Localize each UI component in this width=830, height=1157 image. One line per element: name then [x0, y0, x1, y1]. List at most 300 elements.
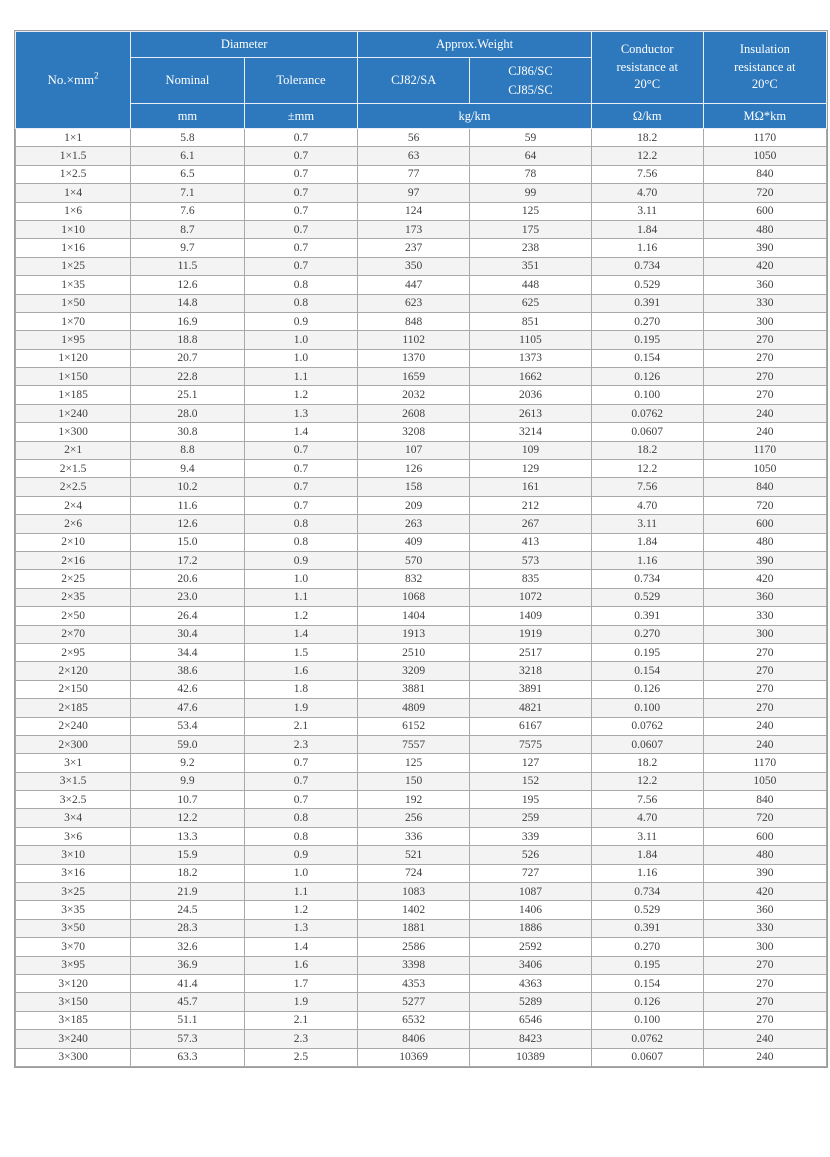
cell-insulation-resistance: 840 — [703, 791, 826, 809]
cell-tolerance: 0.8 — [244, 809, 358, 827]
cell-tolerance: 2.1 — [244, 717, 358, 735]
cell-size: 3×1.5 — [16, 772, 131, 790]
cell-insulation-resistance: 270 — [703, 993, 826, 1011]
cell-conductor-resistance: 1.84 — [591, 533, 703, 551]
cell-weight-cj82: 1083 — [358, 883, 470, 901]
cell-weight-cj82: 10369 — [358, 1048, 470, 1066]
cell-conductor-resistance: 0.154 — [591, 662, 703, 680]
cell-tolerance: 0.7 — [244, 460, 358, 478]
cell-nominal-diameter: 15.0 — [131, 533, 245, 551]
cell-conductor-resistance: 7.56 — [591, 478, 703, 496]
cell-insulation-resistance: 330 — [703, 919, 826, 937]
cell-weight-cj86: 526 — [470, 846, 592, 864]
table-row — [16, 515, 827, 533]
cell-insulation-resistance: 1170 — [703, 129, 826, 147]
cell-size: 2×120 — [16, 662, 131, 680]
cell-size: 3×35 — [16, 901, 131, 919]
cell-insulation-resistance: 600 — [703, 827, 826, 845]
cell-weight-cj82: 263 — [358, 515, 470, 533]
cell-weight-cj82: 1402 — [358, 901, 470, 919]
table-row — [16, 551, 827, 569]
cell-conductor-resistance: 0.0607 — [591, 735, 703, 753]
cell-weight-cj82: 6532 — [358, 1011, 470, 1029]
cell-tolerance: 0.8 — [244, 294, 358, 312]
cell-weight-cj86: 1662 — [470, 368, 592, 386]
cell-weight-cj82: 1102 — [358, 331, 470, 349]
table-row — [16, 312, 827, 330]
cell-nominal-diameter: 12.6 — [131, 276, 245, 294]
cell-tolerance: 1.1 — [244, 588, 358, 606]
cell-insulation-resistance: 300 — [703, 312, 826, 330]
header-units-row — [16, 104, 827, 129]
table-header — [16, 32, 827, 129]
table-row — [16, 846, 827, 864]
cell-weight-cj86: 4821 — [470, 699, 592, 717]
cell-conductor-resistance: 3.11 — [591, 202, 703, 220]
table-row — [16, 257, 827, 275]
table-row — [16, 220, 827, 238]
cell-size: 3×25 — [16, 883, 131, 901]
cell-size: 3×2.5 — [16, 791, 131, 809]
cell-size: 3×16 — [16, 864, 131, 882]
cell-size: 2×240 — [16, 717, 131, 735]
column-group-weight: Approx.Weight — [358, 32, 592, 58]
cell-tolerance: 1.7 — [244, 974, 358, 992]
cell-conductor-resistance: 1.16 — [591, 864, 703, 882]
cell-insulation-resistance: 240 — [703, 1030, 826, 1048]
cell-tolerance: 0.7 — [244, 754, 358, 772]
cell-insulation-resistance: 600 — [703, 202, 826, 220]
cell-insulation-resistance: 420 — [703, 257, 826, 275]
table-row — [16, 276, 827, 294]
cell-nominal-diameter: 15.9 — [131, 846, 245, 864]
cell-nominal-diameter: 26.4 — [131, 607, 245, 625]
cell-tolerance: 1.4 — [244, 938, 358, 956]
cell-conductor-resistance: 4.70 — [591, 184, 703, 202]
cell-weight-cj86: 1087 — [470, 883, 592, 901]
cell-tolerance: 1.2 — [244, 386, 358, 404]
cell-conductor-resistance: 0.100 — [591, 699, 703, 717]
cell-tolerance: 2.3 — [244, 1030, 358, 1048]
cell-nominal-diameter: 17.2 — [131, 551, 245, 569]
column-header-nominal: Nominal — [131, 58, 245, 104]
table-row — [16, 129, 827, 147]
cell-weight-cj86: 1919 — [470, 625, 592, 643]
cell-nominal-diameter: 20.6 — [131, 570, 245, 588]
cell-weight-cj86: 448 — [470, 276, 592, 294]
cell-weight-cj86: 78 — [470, 165, 592, 183]
cell-tolerance: 1.9 — [244, 993, 358, 1011]
cell-insulation-resistance: 270 — [703, 662, 826, 680]
cell-weight-cj86: 413 — [470, 533, 592, 551]
cell-tolerance: 0.7 — [244, 441, 358, 459]
cell-weight-cj86: 339 — [470, 827, 592, 845]
cell-weight-cj82: 570 — [358, 551, 470, 569]
page — [0, 30, 830, 1157]
cell-tolerance: 2.1 — [244, 1011, 358, 1029]
cell-weight-cj86: 2517 — [470, 643, 592, 661]
cell-weight-cj82: 3881 — [358, 680, 470, 698]
column-header-weight-cj86 — [470, 58, 592, 104]
cell-size: 3×185 — [16, 1011, 131, 1029]
cell-tolerance: 0.8 — [244, 827, 358, 845]
cell-nominal-diameter: 25.1 — [131, 386, 245, 404]
table-row — [16, 404, 827, 422]
cell-nominal-diameter: 32.6 — [131, 938, 245, 956]
cell-insulation-resistance: 270 — [703, 331, 826, 349]
cell-weight-cj82: 125 — [358, 754, 470, 772]
cell-weight-cj86: 127 — [470, 754, 592, 772]
column-header-insulation-resistance — [703, 32, 826, 104]
cell-insulation-resistance: 840 — [703, 165, 826, 183]
cell-tolerance: 0.9 — [244, 551, 358, 569]
cell-weight-cj82: 173 — [358, 220, 470, 238]
table-row — [16, 956, 827, 974]
cell-insulation-resistance: 720 — [703, 809, 826, 827]
cell-weight-cj86: 6167 — [470, 717, 592, 735]
cell-conductor-resistance: 4.70 — [591, 496, 703, 514]
cell-weight-cj86: 625 — [470, 294, 592, 312]
cell-conductor-resistance: 0.0607 — [591, 423, 703, 441]
cell-nominal-diameter: 11.6 — [131, 496, 245, 514]
cell-insulation-resistance: 1050 — [703, 772, 826, 790]
cell-nominal-diameter: 41.4 — [131, 974, 245, 992]
cell-weight-cj86: 1406 — [470, 901, 592, 919]
cell-conductor-resistance: 12.2 — [591, 460, 703, 478]
cell-weight-cj86: 4363 — [470, 974, 592, 992]
cell-size: 3×150 — [16, 993, 131, 1011]
cell-weight-cj86: 1105 — [470, 331, 592, 349]
cell-weight-cj86: 2613 — [470, 404, 592, 422]
cell-insulation-resistance: 240 — [703, 1048, 826, 1066]
column-header-weight-cj82: CJ82/SA — [358, 58, 470, 104]
unit-tolerance-mm: ±mm — [244, 104, 358, 129]
cell-tolerance: 1.1 — [244, 883, 358, 901]
table-body — [16, 129, 827, 1067]
cell-tolerance: 1.0 — [244, 349, 358, 367]
cell-weight-cj86: 259 — [470, 809, 592, 827]
table-row — [16, 901, 827, 919]
cell-insulation-resistance: 300 — [703, 938, 826, 956]
cell-size: 1×16 — [16, 239, 131, 257]
cell-nominal-diameter: 47.6 — [131, 699, 245, 717]
cell-weight-cj86: 59 — [470, 129, 592, 147]
cell-size: 3×6 — [16, 827, 131, 845]
cell-weight-cj86: 129 — [470, 460, 592, 478]
cell-conductor-resistance: 18.2 — [591, 441, 703, 459]
cell-size: 2×2.5 — [16, 478, 131, 496]
cell-weight-cj82: 3209 — [358, 662, 470, 680]
table-row — [16, 1048, 827, 1066]
cell-insulation-resistance: 360 — [703, 901, 826, 919]
cell-nominal-diameter: 22.8 — [131, 368, 245, 386]
cell-size: 2×185 — [16, 699, 131, 717]
cell-nominal-diameter: 30.8 — [131, 423, 245, 441]
cell-tolerance: 0.8 — [244, 276, 358, 294]
cell-conductor-resistance: 0.195 — [591, 956, 703, 974]
cell-tolerance: 1.0 — [244, 331, 358, 349]
column-header-size — [16, 32, 131, 129]
table-row — [16, 754, 827, 772]
table-row — [16, 386, 827, 404]
cell-weight-cj86: 2592 — [470, 938, 592, 956]
cell-conductor-resistance: 0.734 — [591, 570, 703, 588]
cell-conductor-resistance: 0.529 — [591, 276, 703, 294]
cell-conductor-resistance: 0.0762 — [591, 1030, 703, 1048]
cell-conductor-resistance: 18.2 — [591, 129, 703, 147]
cell-size: 1×185 — [16, 386, 131, 404]
weight-cj86-line2: CJ85/SC — [508, 82, 553, 97]
cell-insulation-resistance: 330 — [703, 294, 826, 312]
cell-nominal-diameter: 10.7 — [131, 791, 245, 809]
cell-weight-cj82: 1659 — [358, 368, 470, 386]
table-row — [16, 460, 827, 478]
cell-tolerance: 0.7 — [244, 239, 358, 257]
cell-weight-cj82: 77 — [358, 165, 470, 183]
cell-nominal-diameter: 18.2 — [131, 864, 245, 882]
cell-nominal-diameter: 6.5 — [131, 165, 245, 183]
cell-tolerance: 0.7 — [244, 129, 358, 147]
cell-size: 1×120 — [16, 349, 131, 367]
cell-insulation-resistance: 270 — [703, 699, 826, 717]
cell-weight-cj82: 336 — [358, 827, 470, 845]
cell-weight-cj86: 3218 — [470, 662, 592, 680]
cell-weight-cj82: 2608 — [358, 404, 470, 422]
cell-weight-cj82: 158 — [358, 478, 470, 496]
cell-insulation-resistance: 270 — [703, 386, 826, 404]
cell-weight-cj82: 237 — [358, 239, 470, 257]
cell-insulation-resistance: 270 — [703, 1011, 826, 1029]
cell-size: 3×10 — [16, 846, 131, 864]
cell-nominal-diameter: 8.8 — [131, 441, 245, 459]
cell-conductor-resistance: 0.0607 — [591, 1048, 703, 1066]
cell-size: 3×70 — [16, 938, 131, 956]
cell-nominal-diameter: 9.9 — [131, 772, 245, 790]
cell-size: 3×4 — [16, 809, 131, 827]
cell-insulation-resistance: 390 — [703, 864, 826, 882]
cell-conductor-resistance: 0.126 — [591, 368, 703, 386]
cell-insulation-resistance: 360 — [703, 588, 826, 606]
table-row — [16, 570, 827, 588]
column-header-conductor-resistance — [591, 32, 703, 104]
cell-nominal-diameter: 45.7 — [131, 993, 245, 1011]
table-row — [16, 533, 827, 551]
cell-nominal-diameter: 30.4 — [131, 625, 245, 643]
table-row — [16, 607, 827, 625]
cell-weight-cj82: 107 — [358, 441, 470, 459]
cell-weight-cj82: 521 — [358, 846, 470, 864]
cell-size: 3×120 — [16, 974, 131, 992]
cell-weight-cj86: 3891 — [470, 680, 592, 698]
cell-size: 1×50 — [16, 294, 131, 312]
cell-nominal-diameter: 42.6 — [131, 680, 245, 698]
cell-weight-cj86: 2036 — [470, 386, 592, 404]
cell-size: 2×1 — [16, 441, 131, 459]
cell-size: 2×16 — [16, 551, 131, 569]
cell-weight-cj82: 409 — [358, 533, 470, 551]
cell-weight-cj86: 835 — [470, 570, 592, 588]
cell-nominal-diameter: 34.4 — [131, 643, 245, 661]
table-row — [16, 349, 827, 367]
cell-conductor-resistance: 0.734 — [591, 257, 703, 275]
cell-weight-cj86: 212 — [470, 496, 592, 514]
cell-insulation-resistance: 480 — [703, 533, 826, 551]
cell-conductor-resistance: 0.391 — [591, 607, 703, 625]
cell-tolerance: 1.6 — [244, 662, 358, 680]
table-row — [16, 717, 827, 735]
table-row — [16, 368, 827, 386]
table-row — [16, 993, 827, 1011]
cell-weight-cj86: 6546 — [470, 1011, 592, 1029]
cell-conductor-resistance: 0.529 — [591, 901, 703, 919]
cell-conductor-resistance: 1.84 — [591, 220, 703, 238]
table-row — [16, 699, 827, 717]
cell-tolerance: 0.9 — [244, 846, 358, 864]
unit-ohm-per-km: Ω/km — [591, 104, 703, 129]
cell-nominal-diameter: 59.0 — [131, 735, 245, 753]
cell-conductor-resistance: 0.195 — [591, 331, 703, 349]
table-row — [16, 883, 827, 901]
cell-conductor-resistance: 0.0762 — [591, 404, 703, 422]
cell-weight-cj86: 1409 — [470, 607, 592, 625]
cell-size: 2×50 — [16, 607, 131, 625]
table-row — [16, 202, 827, 220]
cell-tolerance: 1.0 — [244, 864, 358, 882]
cell-conductor-resistance: 0.195 — [591, 643, 703, 661]
table-row — [16, 974, 827, 992]
cell-nominal-diameter: 23.0 — [131, 588, 245, 606]
cell-weight-cj82: 1881 — [358, 919, 470, 937]
cell-tolerance: 0.7 — [244, 257, 358, 275]
cell-conductor-resistance: 0.529 — [591, 588, 703, 606]
cell-weight-cj82: 7557 — [358, 735, 470, 753]
cell-size: 3×50 — [16, 919, 131, 937]
cell-weight-cj82: 56 — [358, 129, 470, 147]
cell-conductor-resistance: 7.56 — [591, 791, 703, 809]
cell-conductor-resistance: 12.2 — [591, 772, 703, 790]
cell-size: 3×1 — [16, 754, 131, 772]
cell-insulation-resistance: 270 — [703, 956, 826, 974]
cell-weight-cj82: 256 — [358, 809, 470, 827]
cell-nominal-diameter: 9.7 — [131, 239, 245, 257]
table-row — [16, 1030, 827, 1048]
cell-nominal-diameter: 51.1 — [131, 1011, 245, 1029]
cell-weight-cj82: 8406 — [358, 1030, 470, 1048]
table-row — [16, 147, 827, 165]
cell-insulation-resistance: 840 — [703, 478, 826, 496]
cell-weight-cj86: 152 — [470, 772, 592, 790]
cell-size: 3×300 — [16, 1048, 131, 1066]
cell-size: 2×300 — [16, 735, 131, 753]
cell-nominal-diameter: 9.4 — [131, 460, 245, 478]
cell-insulation-resistance: 300 — [703, 625, 826, 643]
cell-tolerance: 0.7 — [244, 147, 358, 165]
table-row — [16, 331, 827, 349]
cell-conductor-resistance: 1.16 — [591, 551, 703, 569]
cell-conductor-resistance: 0.126 — [591, 993, 703, 1011]
cell-weight-cj86: 64 — [470, 147, 592, 165]
cell-nominal-diameter: 21.9 — [131, 883, 245, 901]
table-row — [16, 662, 827, 680]
cell-weight-cj82: 1913 — [358, 625, 470, 643]
cell-conductor-resistance: 1.84 — [591, 846, 703, 864]
cell-nominal-diameter: 12.6 — [131, 515, 245, 533]
cell-weight-cj86: 8423 — [470, 1030, 592, 1048]
insulation-resistance-label: Insulation resistance at 20°C — [734, 42, 796, 92]
cell-nominal-diameter: 10.2 — [131, 478, 245, 496]
cell-weight-cj82: 6152 — [358, 717, 470, 735]
cell-tolerance: 0.7 — [244, 772, 358, 790]
cell-nominal-diameter: 16.9 — [131, 312, 245, 330]
cell-weight-cj86: 125 — [470, 202, 592, 220]
cell-size: 2×10 — [16, 533, 131, 551]
cell-conductor-resistance: 0.100 — [591, 386, 703, 404]
cell-insulation-resistance: 270 — [703, 368, 826, 386]
cell-weight-cj82: 126 — [358, 460, 470, 478]
cell-size: 2×150 — [16, 680, 131, 698]
table-row — [16, 643, 827, 661]
cell-weight-cj86: 727 — [470, 864, 592, 882]
cell-insulation-resistance: 390 — [703, 239, 826, 257]
cell-conductor-resistance: 12.2 — [591, 147, 703, 165]
cell-tolerance: 0.7 — [244, 165, 358, 183]
table-row — [16, 938, 827, 956]
cell-size: 2×6 — [16, 515, 131, 533]
cell-weight-cj82: 1370 — [358, 349, 470, 367]
cell-conductor-resistance: 3.11 — [591, 515, 703, 533]
cell-conductor-resistance: 0.270 — [591, 625, 703, 643]
table-row — [16, 919, 827, 937]
cell-size: 3×240 — [16, 1030, 131, 1048]
unit-megaohm-km: MΩ*km — [703, 104, 826, 129]
cell-tolerance: 0.7 — [244, 478, 358, 496]
cell-weight-cj82: 3398 — [358, 956, 470, 974]
table-row — [16, 791, 827, 809]
cell-insulation-resistance: 480 — [703, 220, 826, 238]
table-row — [16, 827, 827, 845]
cell-insulation-resistance: 420 — [703, 570, 826, 588]
cell-insulation-resistance: 1050 — [703, 460, 826, 478]
cell-tolerance: 0.8 — [244, 515, 358, 533]
table-row — [16, 772, 827, 790]
cell-conductor-resistance: 0.270 — [591, 312, 703, 330]
cell-size: 1×300 — [16, 423, 131, 441]
cell-weight-cj82: 124 — [358, 202, 470, 220]
cell-nominal-diameter: 28.0 — [131, 404, 245, 422]
cell-conductor-resistance: 0.391 — [591, 294, 703, 312]
cell-nominal-diameter: 18.8 — [131, 331, 245, 349]
cell-size: 1×1.5 — [16, 147, 131, 165]
weight-cj86-line1: CJ86/SC — [508, 64, 553, 79]
table-row — [16, 423, 827, 441]
table-row — [16, 680, 827, 698]
cell-weight-cj86: 109 — [470, 441, 592, 459]
cell-conductor-resistance: 4.70 — [591, 809, 703, 827]
column-header-tolerance: Tolerance — [244, 58, 358, 104]
cell-size: 1×70 — [16, 312, 131, 330]
cell-insulation-resistance: 720 — [703, 496, 826, 514]
cell-conductor-resistance: 0.154 — [591, 974, 703, 992]
cell-weight-cj86: 1373 — [470, 349, 592, 367]
cell-weight-cj82: 97 — [358, 184, 470, 202]
cell-size: 1×1 — [16, 129, 131, 147]
cell-insulation-resistance: 270 — [703, 974, 826, 992]
table-row — [16, 1011, 827, 1029]
cell-insulation-resistance: 1170 — [703, 441, 826, 459]
cell-size: 2×70 — [16, 625, 131, 643]
cell-size: 1×6 — [16, 202, 131, 220]
cell-size: 1×240 — [16, 404, 131, 422]
